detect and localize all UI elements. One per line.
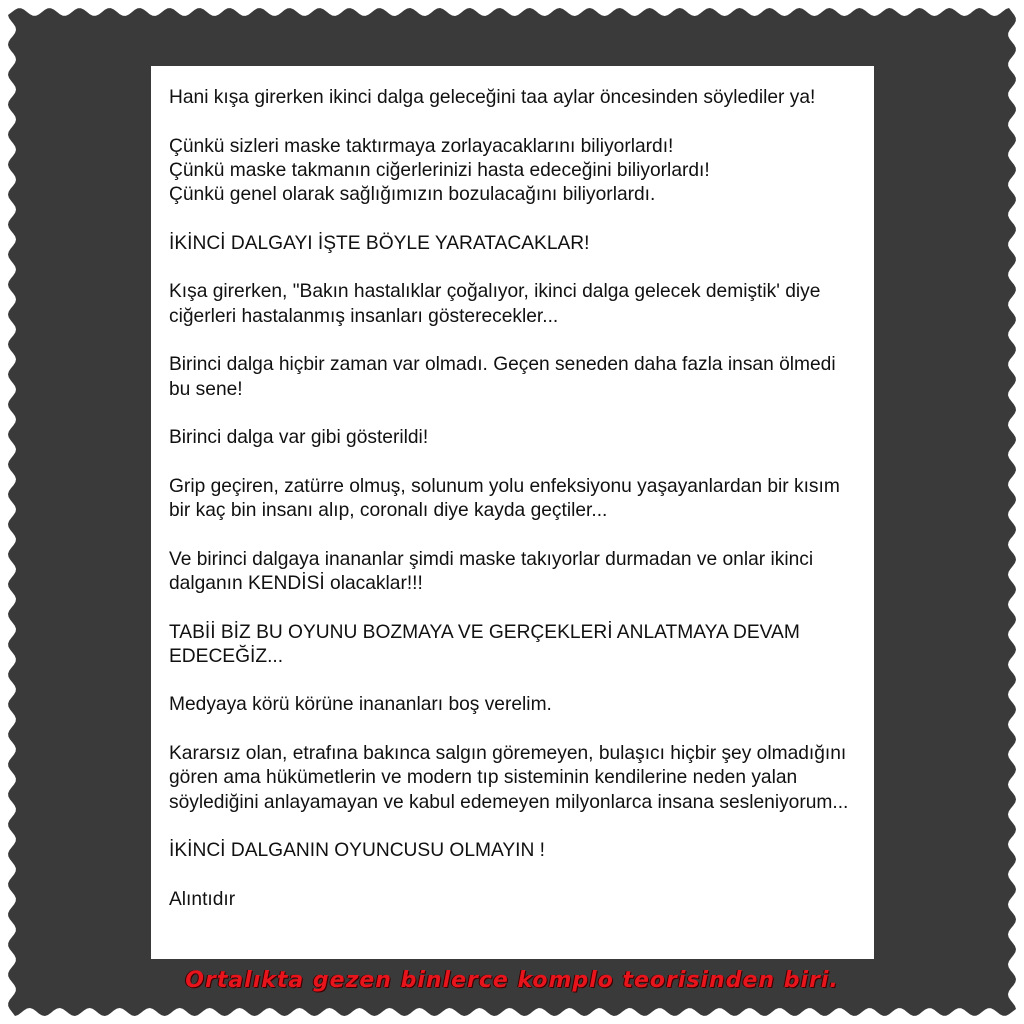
paragraph-9: TABİİ BİZ BU OYUNU BOZMAYA VE GERÇEKLERİ ANLATMAYA DEVAM EDECEĞİZ... [169, 621, 800, 667]
paragraph-4: Kışa girerken, "Bakın hastalıklar çoğalıyor, ikinci dalga gelecek demiştik' diye ciğerleri hastalanmış insanları gösterecekler... [169, 281, 821, 327]
paragraph-2: Çünkü sizleri maske taktırmaya zorlayacaklarını biliyorlardı! Çünkü maske takmanın ciğerlerinizi hasta edeceğini biliyorlardı! Çünkü genel olarak sağlığımızın bozulacağını biliyorlardı. [169, 135, 710, 206]
paragraph-7: Grip geçiren, zatürre olmuş, solunum yolu enfeksiyonu yaşayanlardan bir kısım bir kaç bin insanı alıp, coronalı diye kayda geçtiler... [169, 475, 840, 522]
document-page [151, 66, 874, 959]
paragraph-1: Hani kışa girerken ikinci dalga geleceğini taa aylar öncesinden söylediler ya! [169, 87, 816, 108]
paragraph-5: Birinci dalga hiçbir zaman var olmadı. Geçen seneden daha fazla insan ölmedi bu sene! [169, 354, 836, 400]
paragraph-8: Ve birinci dalgaya inananlar şimdi maske takıyorlar durmadan ve onlar ikinci dalganın KENDİSİ olacaklar!!! [169, 548, 814, 594]
paragraph-12: İKİNCİ DALGANIN OYUNCUSU OLMAYIN ! [169, 840, 545, 862]
caption-text: Ortalıkta gezen binlerce komplo teorisinden biri. [185, 968, 839, 993]
paragraph-10: Medyaya körü körüne inananları boş verelim. [169, 694, 552, 716]
paragraph-11: Kararsız olan, etrafına bakınca salgın göremeyen, bulaşıcı hiçbir şey olmadığını gören ama hükümetlerin ve modern tıp sisteminin kendilerine neden yalan söylediğini anlayamayan ve kabul edemeyen milyonlarca insana sesleniyorum... [169, 743, 849, 813]
paragraph-3: İKİNCİ DALGAYI İŞTE BÖYLE YARATACAKLAR! [169, 232, 590, 254]
paragraph-6: Birinci dalga var gibi gösterildi! [169, 427, 429, 449]
paragraph-13: Alıntıdır [169, 888, 236, 910]
